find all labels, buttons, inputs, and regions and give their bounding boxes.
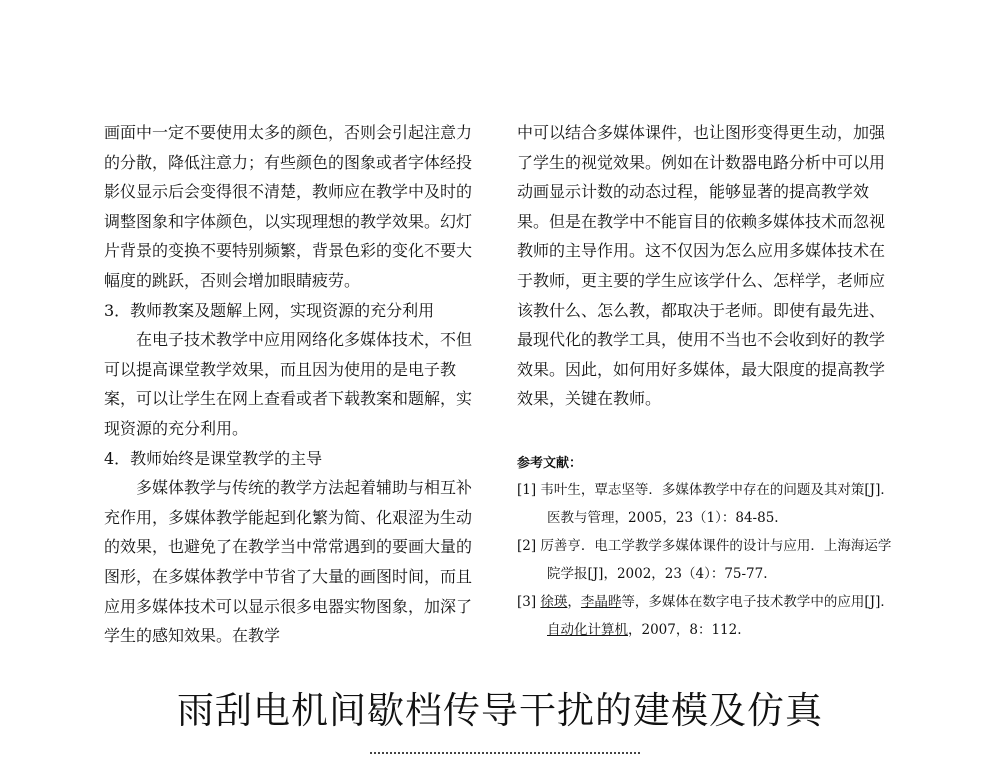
cropped-text-fragment — [370, 752, 640, 757]
article-title: 雨刮电机间歇档传导干扰的建模及仿真 — [177, 689, 823, 732]
section-heading: 4．教师始终是课堂教学的主导 — [104, 448, 323, 468]
reference-text: 厉善亨．电工学教学多媒体课件的设计与应用．上海海运学院学报[J]，2002，23（4）：75-77. — [536, 537, 892, 582]
reference-journal-link: 自动化计算机 — [547, 621, 628, 638]
left-text-column — [104, 118, 482, 651]
section-heading: 3．教师教案及题解上网，实现资源的充分利用 — [104, 300, 435, 320]
reference-item — [517, 588, 895, 644]
reference-separator: ， — [567, 593, 581, 610]
reference-number: [2] — [517, 537, 537, 554]
reference-item — [517, 532, 895, 588]
reference-author-link: 李晶晔 — [580, 593, 622, 610]
body-paragraph: 多媒体教学与传统的教学方法起着辅助与相互补充作用，多媒体教学能起到化繁为简、化艰涩为生动的效果，也避免了在教学当中常常遇到的要画大量的图形，在多媒体教学中节省了大量的画图时间，而且应用多媒体技术可以显示很多电器实物图象，加深了学生的感知效果。在教学 — [104, 478, 473, 646]
reference-text: ，2007，8：112. — [628, 621, 742, 638]
references-heading: 参考文献： — [517, 455, 583, 471]
reference-number: [3] — [517, 593, 537, 610]
right-text-column — [517, 118, 895, 644]
reference-item — [517, 476, 895, 532]
reference-author-link: 徐瑛 — [540, 593, 568, 610]
reference-number: [1] — [517, 481, 537, 498]
reference-text: 韦叶生，覃志坚等．多媒体教学中存在的问题及其对策[J]．医教与管理，2005，23（1）：84-85. — [536, 481, 894, 526]
body-paragraph: 画面中一定不要使用太多的颜色，否则会引起注意力的分散，降低注意力；有些颜色的图象或者字体经投影仪显示后会变得很不清楚，教师应在教学中及时的调整图象和字体颜色，以实现理想的教学效果。幻灯片背景的变换不要特别频繁，背景色彩的变化不要大幅度的跳跃，否则会增加眼睛疲劳。 — [104, 123, 473, 290]
body-paragraph: 中可以结合多媒体课件，也让图形变得更生动，加强了学生的视觉效果。例如在计数器电路分析中可以用动画显示计数的动态过程，能够显著的提高教学效果。但是在教学中不能盲目的依赖多媒体技术而忽视教师的主导作用。这不仅因为怎么应用多媒体技术在于教师，更主要的学生应该学什么、怎样学，老师应该教什么、怎么教，都取决于老师。即使有最先进、最现代化的教学工具，使用不当也不会收到好的教学效果。因此，如何用好多媒体，最大限度的提高教学效果，关键在教师。 — [517, 123, 886, 409]
body-paragraph: 在电子技术教学中应用网络化多媒体技术，不但可以提高课堂教学效果，而且因为使用的是电子教案，可以让学生在网上查看或者下载教案和题解，实现资源的充分利用。 — [104, 330, 473, 438]
reference-text: 等，多媒体在数字电子技术教学中的应用[J]． — [621, 593, 894, 610]
